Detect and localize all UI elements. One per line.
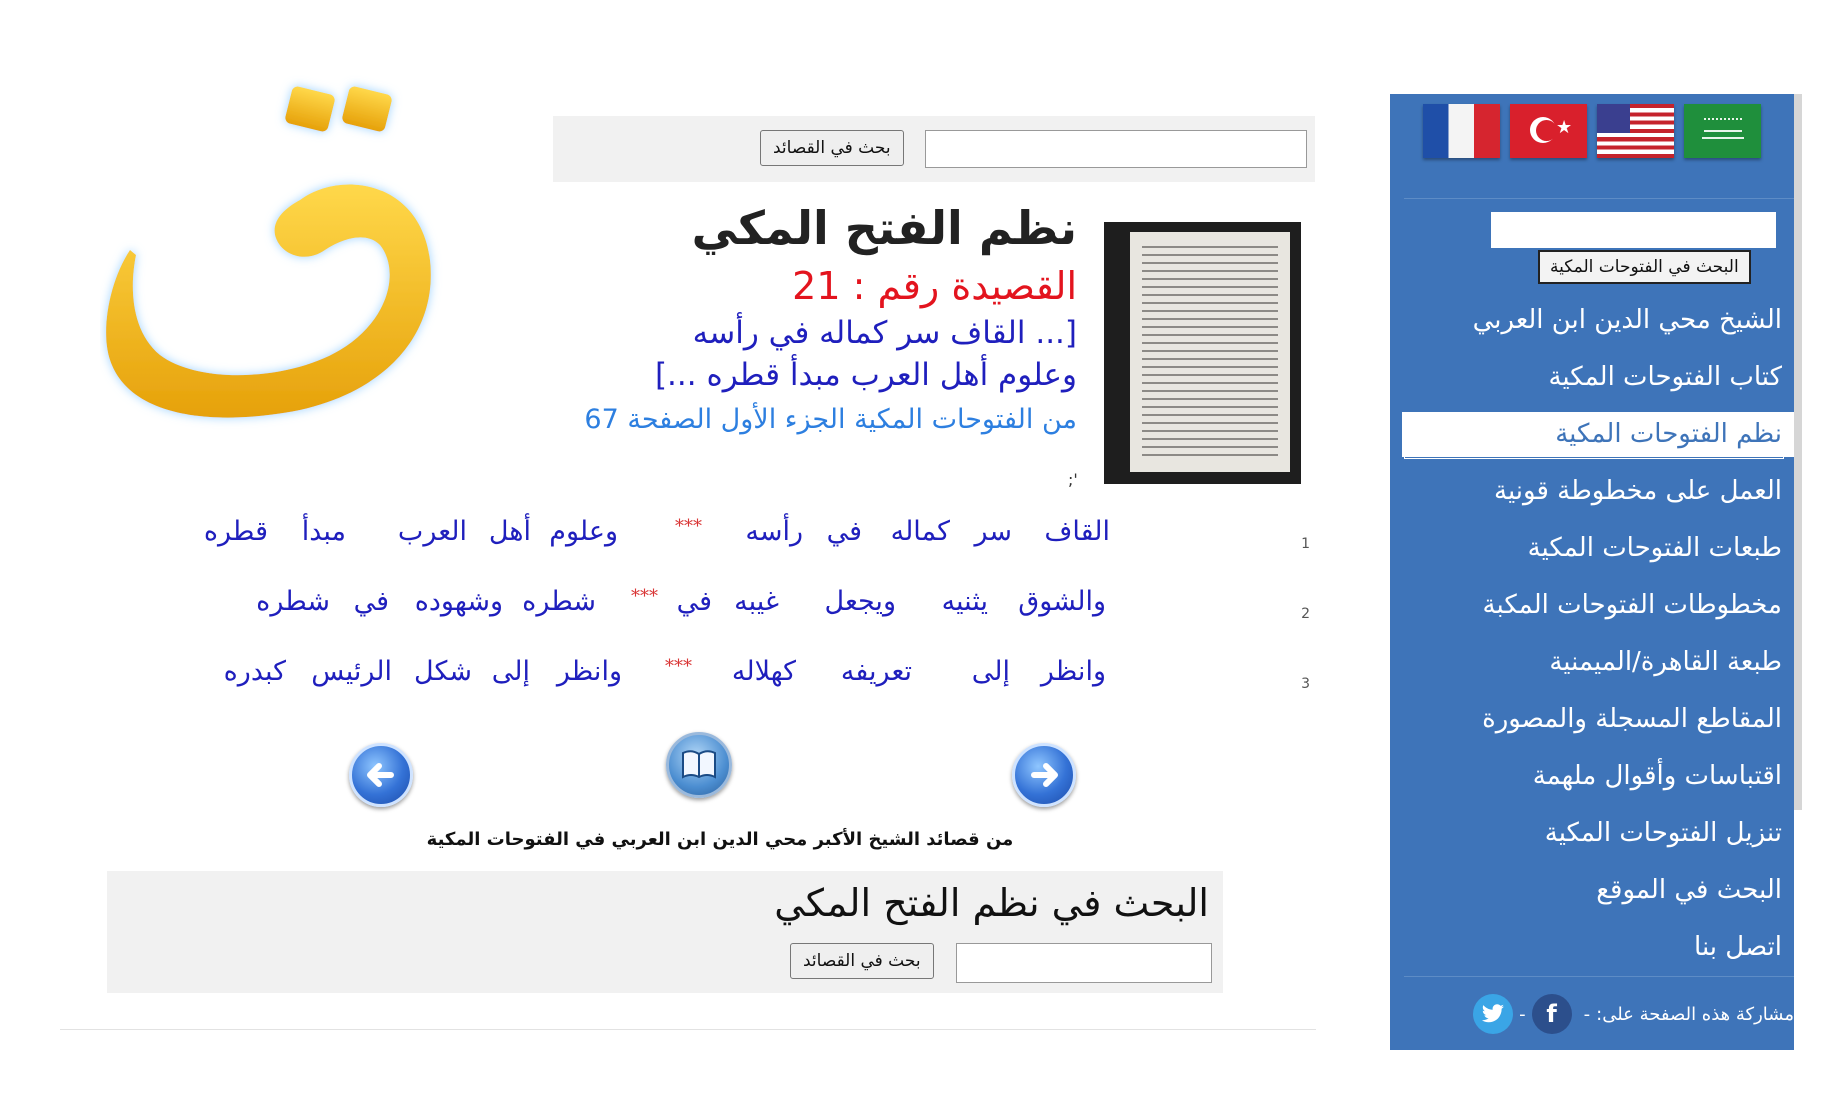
sidebar-scrollbar[interactable] (1794, 94, 1802, 810)
twitter-icon[interactable] (1473, 994, 1513, 1034)
active-item-outline (1404, 413, 1784, 459)
share-label: مشاركة هذه الصفحة على: (1596, 1003, 1794, 1025)
share-bar (1467, 994, 1794, 1034)
stray-marks: ;' (1068, 470, 1078, 489)
poem-search-button[interactable]: بحث في القصائد (760, 130, 904, 166)
verse-word: يثنيه (941, 586, 988, 617)
saudi-flag-icon[interactable] (1684, 104, 1761, 158)
menu-item-recordings[interactable]: المقاطع المسجلة والمصورة (1482, 704, 1782, 734)
bottom-search-title: البحث في نظم الفتح المكي (774, 881, 1209, 925)
menu-item-futuhat-editions[interactable]: طبعات الفتوحات المكية (1527, 533, 1782, 563)
verse-word: وانظر (556, 656, 622, 687)
futuhat-search-button[interactable]: البحث في الفتوحات المكية (1538, 250, 1751, 284)
quote-line-2: وعلوم أهل العرب مبدأ قطره ...] (654, 357, 1077, 393)
footer-divider (60, 1029, 1316, 1030)
poems-caption: من قصائد الشيخ الأكبر محي الدين ابن العربي في الفتوحات المكية (426, 829, 1014, 850)
verse-word: تعريفه (840, 656, 912, 687)
divider (1404, 198, 1794, 199)
verse-word: كبدره (223, 656, 286, 687)
menu-item-quotes[interactable]: اقتباسات وأقوال ملهمة (1532, 761, 1782, 791)
bottom-search-input[interactable] (956, 943, 1212, 983)
verse-word: العرب (397, 516, 467, 547)
verse-word: ويجعل (824, 586, 896, 617)
menu-item-site-search[interactable]: البحث في الموقع (1596, 875, 1782, 905)
verse-word: إلى (971, 656, 1010, 687)
verse-word: الرئيس (311, 656, 392, 687)
verse-word: أهل (488, 516, 531, 547)
verse-word: شكل (414, 656, 472, 687)
poem-search-input[interactable] (925, 130, 1307, 168)
facebook-icon[interactable]: f (1532, 994, 1572, 1034)
sidebar-menu (1402, 292, 1782, 976)
menu-item-futuhat-book[interactable]: كتاب الفتوحات المكية (1548, 362, 1782, 392)
bottom-search-panel (107, 871, 1223, 993)
verse-word: في (353, 586, 389, 617)
site-search-input[interactable] (1491, 212, 1776, 248)
verse-word: والشوق (1018, 586, 1106, 617)
verse-row (200, 656, 1310, 716)
source-reference[interactable]: من الفتوحات المكية الجزء الأول الصفحة 67 (584, 404, 1077, 435)
verse-word: وانظر (1040, 656, 1106, 687)
verse-number: 1 (1301, 536, 1310, 552)
verse-number: 2 (1301, 606, 1310, 622)
verse-word: كماله (890, 516, 950, 547)
divider (1404, 976, 1794, 977)
poem-number: القصيدة رقم : 21 (792, 264, 1077, 308)
verse-word: وشهوده (414, 586, 503, 617)
qaf-letter-logo (100, 70, 460, 460)
previous-arrow-icon[interactable] (349, 743, 413, 807)
verse-word: في (826, 516, 862, 547)
verse-word: سر (974, 516, 1012, 547)
verse-word: كهلاله (731, 656, 796, 687)
share-separator: - (1583, 1003, 1591, 1025)
verse-word: إلى (491, 656, 530, 687)
menu-item-cairo-edition[interactable]: طبعة القاهرة/الميمنية (1549, 647, 1782, 677)
menu-item-futuhat-manuscripts[interactable]: مخطوطات الفتوحات المكبة (1482, 590, 1782, 620)
usa-flag-icon[interactable] (1597, 104, 1674, 158)
france-flag-icon[interactable] (1423, 104, 1500, 158)
verse-separator: *** (675, 516, 702, 537)
verse-word: رأسه (745, 516, 803, 547)
verse-number: 3 (1301, 676, 1310, 692)
verse-row (200, 586, 1310, 646)
verse-word: شطره (256, 586, 330, 617)
quote-line-1: [... القاف سر كماله في رأسه (692, 315, 1077, 351)
verse-separator: *** (665, 656, 692, 677)
verse-word: في (676, 586, 712, 617)
verse-separator: *** (631, 586, 658, 607)
turkey-flag-icon[interactable]: ★ (1510, 104, 1587, 158)
menu-item-contact[interactable]: اتصل بنا (1694, 932, 1782, 962)
page-title: نظم الفتح المكي (691, 201, 1077, 255)
menu-item-futuhat-poetry[interactable]: نظم الفتوحات المكية (1402, 412, 1794, 457)
manuscript-image (1104, 222, 1301, 484)
verse-row (200, 516, 1310, 576)
language-flags (1423, 104, 1761, 158)
menu-item-ibn-arabi[interactable]: الشيخ محي الدين ابن العربي (1472, 305, 1782, 335)
verse-word: مبدأ (301, 516, 346, 547)
verse-word: شطره (522, 586, 596, 617)
menu-item-download[interactable]: تنزيل الفتوحات المكية (1544, 818, 1782, 848)
sidebar (1390, 94, 1794, 1050)
verse-word: غيبه (734, 586, 779, 617)
book-icon[interactable] (666, 732, 732, 798)
verse-word: وعلوم (549, 516, 618, 547)
menu-item-konya-manuscript[interactable]: العمل على مخطوطة قونية (1494, 476, 1782, 506)
verse-word: قطره (203, 516, 268, 547)
bottom-search-button[interactable]: بحث في القصائد (790, 943, 934, 979)
poem-search-bar (553, 116, 1315, 182)
share-separator: - (1519, 1003, 1526, 1025)
poem-header (584, 196, 1077, 438)
next-arrow-icon[interactable] (1012, 743, 1076, 807)
verse-word: القاف (1044, 516, 1110, 547)
